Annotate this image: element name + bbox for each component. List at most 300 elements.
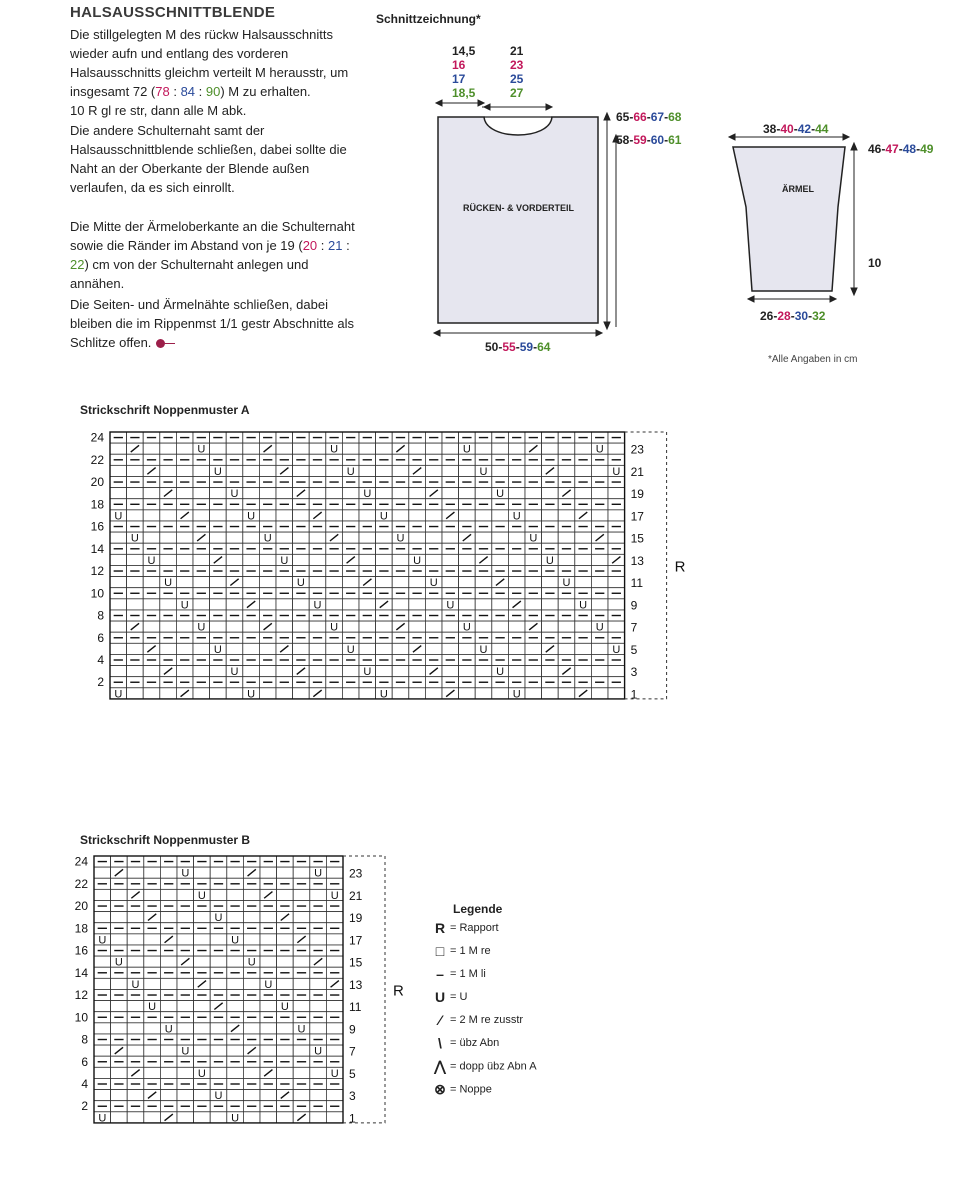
chart-cell: [127, 1045, 144, 1056]
chart-cell: [508, 643, 525, 654]
legend-item-knit: [430, 943, 491, 961]
chart-cell: [194, 1112, 211, 1123]
chart-cell: [193, 688, 210, 699]
chart-cell: [177, 1067, 194, 1078]
row-label-even: 22: [74, 876, 88, 891]
chart-a-grid: [70, 420, 686, 830]
size-value: 23: [510, 58, 524, 72]
double-decrease-icon: ⋀: [434, 1058, 446, 1074]
chart-cell: [293, 599, 310, 610]
chart-cell: [243, 643, 260, 654]
chart-cell: [177, 1001, 194, 1012]
row-label-even: 12: [90, 564, 104, 579]
chart-cell: [110, 465, 127, 476]
chart-cell: [492, 510, 509, 521]
chart-cell: [260, 1001, 277, 1012]
legend-label: = 1 M li: [450, 968, 486, 980]
footnote: *Alle Angaben in cm: [768, 354, 858, 365]
chart-cell: [525, 554, 542, 565]
chart-cell: [309, 577, 326, 588]
chart-cell: [111, 1067, 128, 1078]
yarn-over-mark: U: [197, 621, 206, 634]
chart-cell: [276, 510, 293, 521]
legend-item-ssk: [430, 1035, 499, 1053]
chart-cell: [127, 666, 144, 677]
chart-cell: [542, 599, 559, 610]
chart-cell: [542, 577, 559, 588]
chart-cell: [210, 510, 227, 521]
chart-cell: [309, 643, 326, 654]
chart-cell: [575, 443, 592, 454]
yarn-over-mark: U: [230, 666, 239, 679]
yarn-over-mark: U: [330, 1067, 339, 1080]
yarn-over-mark: U: [164, 1023, 173, 1036]
chart-cell: [194, 934, 211, 945]
chart-cell: [425, 554, 442, 565]
chart-cell: [376, 532, 393, 543]
chart-cell: [176, 488, 193, 499]
chart-cell: [575, 643, 592, 654]
chart-cell: [111, 934, 128, 945]
row-label-even: 12: [74, 988, 88, 1003]
chart-cell: [293, 1001, 310, 1012]
chart-cell: [243, 488, 260, 499]
chart-cell: [608, 666, 625, 677]
chart-cell: [392, 599, 409, 610]
chart-cell: [143, 688, 160, 699]
size-value: 27: [510, 86, 524, 100]
chart-cell: [376, 621, 393, 632]
chart-cell: [409, 510, 426, 521]
chart-cell: [558, 599, 575, 610]
chart-cell: [492, 643, 509, 654]
yarn-over-mark: U: [264, 978, 273, 991]
chart-cell: [310, 1090, 327, 1101]
size-value: 21: [328, 238, 343, 253]
yarn-over-mark: U: [114, 510, 123, 523]
chart-cell: [110, 599, 127, 610]
chart-cell: [276, 488, 293, 499]
yarn-over-mark: U: [314, 867, 323, 880]
chart-cell: [425, 510, 442, 521]
chart-cell: [210, 621, 227, 632]
chart-cell: [94, 978, 111, 989]
chart-cell: [276, 599, 293, 610]
yarn-over-mark: U: [612, 465, 621, 478]
chart-cell: [276, 443, 293, 454]
chart-cell: [392, 510, 409, 521]
chart-cell: [409, 488, 426, 499]
chart-cell: [111, 1112, 128, 1123]
chart-cell: [243, 912, 260, 923]
chart-cell: [243, 978, 260, 989]
chart-cell: [409, 443, 426, 454]
size-value: 17: [452, 72, 466, 86]
chart-cell: [459, 599, 476, 610]
chart-cell: [227, 1001, 244, 1012]
chart-cell: [177, 889, 194, 900]
knit-stitch-icon: □: [435, 943, 445, 959]
chart-cell: [508, 465, 525, 476]
row-label-even: 10: [74, 1010, 88, 1025]
schnitt-title: Schnittzeichnung*: [376, 12, 481, 26]
chart-cell: [277, 978, 294, 989]
chart-cell: [459, 554, 476, 565]
chart-cell: [210, 443, 227, 454]
text: :: [169, 84, 181, 99]
chart-cell: [575, 532, 592, 543]
chart-cell: [575, 488, 592, 499]
chart-cell: [425, 599, 442, 610]
chart-cell: [227, 1067, 244, 1078]
chart-cell: [243, 934, 260, 945]
chart-cell: [144, 1067, 161, 1078]
chart-cell: [442, 577, 459, 588]
yarn-over-mark: U: [247, 956, 256, 969]
row-label-odd: 9: [630, 598, 638, 613]
chart-cell: [591, 666, 608, 677]
chart-cell: [210, 1023, 227, 1034]
chart-cell: [359, 465, 376, 476]
body-piece: [438, 117, 598, 323]
chart-cell: [127, 1001, 144, 1012]
chart-cell: [591, 577, 608, 588]
chart-cell: [310, 1023, 327, 1034]
chart-cell: [226, 443, 243, 454]
chart-cell: [376, 577, 393, 588]
legend-label: = übz Abn: [450, 1037, 500, 1049]
chart-cell: [243, 465, 260, 476]
chart-cell: [459, 643, 476, 654]
row-label-even: 4: [97, 653, 104, 668]
rapport-icon: R: [434, 920, 446, 936]
chart-cell: [492, 532, 509, 543]
chart-cell: [160, 1090, 177, 1101]
chart-cell: [127, 488, 144, 499]
sleeve-bottom-measure: 26-28-30-32: [760, 309, 826, 323]
chart-cell: [326, 934, 343, 945]
chart-cell: [508, 621, 525, 632]
chart-cell: [127, 465, 144, 476]
chart-cell: [193, 510, 210, 521]
chart-cell: [243, 621, 260, 632]
chart-cell: [226, 688, 243, 699]
legend-title: Legende: [453, 902, 503, 916]
row-label-even: 16: [90, 519, 104, 534]
yarn-over-mark: U: [363, 666, 372, 679]
chart-cell: [259, 510, 276, 521]
chart-cell: [475, 688, 492, 699]
size-value: 18,5: [452, 86, 476, 100]
rapport-label: R: [393, 982, 404, 1000]
row-label-odd: 13: [630, 553, 644, 568]
chart-cell: [425, 688, 442, 699]
chart-b-grid: [70, 850, 404, 1195]
row-label-odd: 11: [630, 576, 644, 591]
yarn-over-mark: U: [164, 577, 173, 590]
chart-cell: [143, 443, 160, 454]
chart-cell: [342, 688, 359, 699]
section-title: HALSAUSSCHNITTBLENDE: [70, 4, 276, 21]
chart-cell: [227, 978, 244, 989]
chart-cell: [94, 1045, 111, 1056]
chart-cell: [293, 1090, 310, 1101]
chart-cell: [193, 666, 210, 677]
chart-cell: [210, 1112, 227, 1123]
chart-cell: [591, 599, 608, 610]
chart-cell: [608, 510, 625, 521]
chart-cell: [193, 465, 210, 476]
legend-item-yarnover: [430, 989, 467, 1007]
chart-cell: [160, 621, 177, 632]
chart-cell: [575, 554, 592, 565]
width-measure: 50-55-59-64: [485, 340, 551, 354]
chart-cell: [259, 488, 276, 499]
chart-cell: [160, 688, 177, 699]
chart-cell: [293, 443, 310, 454]
chart-cell: [277, 867, 294, 878]
legend-label: = Rapport: [450, 922, 499, 934]
chart-cell: [492, 465, 509, 476]
chart-cell: [293, 889, 310, 900]
chart-cell: [243, 889, 260, 900]
legend-label: = Noppe: [450, 1083, 492, 1096]
instruction-paragraph-2: 10 R gl re str, dann alle M abk.: [70, 103, 247, 118]
yarn-over-mark: U: [263, 532, 272, 545]
chart-cell: [110, 532, 127, 543]
chart-cell: [94, 956, 111, 967]
text: :: [195, 84, 206, 99]
chart-cell: [210, 577, 227, 588]
instruction-paragraph-3: Die andere Schulternaht samt der Halsausschnittblende schließen, dabei sollte die Naht an der Oberkante der Blende außen verlaufen, da es sich einrollt.: [70, 123, 347, 195]
yarn-over-mark: U: [230, 488, 239, 501]
yarn-over-mark: U: [496, 488, 505, 501]
chart-cell: [359, 532, 376, 543]
chart-cell: [127, 577, 144, 588]
chart-cell: [94, 912, 111, 923]
chart-cell: [193, 577, 210, 588]
chart-cell: [508, 554, 525, 565]
yarn-over-mark: U: [396, 532, 405, 545]
chart-cell: [293, 510, 310, 521]
row-label-odd: 19: [349, 911, 363, 926]
chart-cell: [94, 889, 111, 900]
chart-cell: [226, 532, 243, 543]
chart-cell: [110, 666, 127, 677]
chart-cell: [243, 577, 260, 588]
end-dot-icon: [156, 339, 165, 348]
chart-cell: [193, 643, 210, 654]
chart-cell: [525, 643, 542, 654]
row-label-odd: 5: [630, 642, 638, 657]
chart-cell: [259, 465, 276, 476]
chart-cell: [342, 532, 359, 543]
chart-cell: [111, 912, 128, 923]
chart-cell: [542, 532, 559, 543]
chart-cell: [276, 577, 293, 588]
chart-cell: [193, 488, 210, 499]
yarn-over-mark: U: [462, 621, 471, 634]
row-label-even: 18: [90, 497, 104, 512]
chart-cell: [508, 488, 525, 499]
chart-cell: [558, 621, 575, 632]
chart-cell: [277, 1023, 294, 1034]
chart-cell: [144, 1112, 161, 1123]
chart-cell: [309, 666, 326, 677]
legend-item-rapport: [430, 920, 499, 938]
chart-cell: [110, 554, 127, 565]
chart-cell: [127, 510, 144, 521]
instruction-paragraph-1: [70, 25, 360, 101]
chart-cell: [542, 621, 559, 632]
yarn-over-mark: U: [247, 510, 256, 523]
chart-cell: [143, 577, 160, 588]
yarn-over-mark: U: [297, 1023, 306, 1036]
chart-cell: [508, 577, 525, 588]
chart-cell: [94, 1067, 111, 1078]
chart-cell: [359, 621, 376, 632]
chart-cell: [127, 599, 144, 610]
legend-item-purl: [430, 966, 486, 984]
legend-item-k2tog: [430, 1012, 523, 1030]
yarn-over-mark: U: [413, 554, 422, 567]
yarn-over-mark: U: [512, 510, 521, 523]
chart-cell: [127, 912, 144, 923]
ssk-icon: \: [438, 1035, 442, 1051]
chart-cell: [542, 688, 559, 699]
row-label-odd: 23: [349, 866, 363, 881]
chart-cell: [111, 1001, 128, 1012]
chart-cell: [608, 621, 625, 632]
chart-cell: [144, 867, 161, 878]
chart-cell: [376, 443, 393, 454]
row-label-odd: 9: [349, 1022, 356, 1037]
row-label-odd: 17: [630, 509, 644, 524]
legend-item-bobble: [430, 1081, 492, 1099]
chart-cell: [194, 1045, 211, 1056]
yarn-over-mark: U: [562, 577, 571, 590]
chart-cell: [525, 510, 542, 521]
chart-cell: [310, 889, 327, 900]
chart-cell: [359, 510, 376, 521]
chart-cell: [210, 1045, 227, 1056]
chart-cell: [475, 666, 492, 677]
chart-cell: [326, 912, 343, 923]
chart-cell: [259, 554, 276, 565]
instruction-paragraph-5: [70, 295, 360, 352]
chart-cell: [194, 912, 211, 923]
yarn-over-mark: U: [330, 889, 339, 902]
chart-cell: [127, 934, 144, 945]
row-label-odd: 15: [630, 531, 644, 546]
text: ) cm von der Schulternaht anlegen und annähen.: [70, 257, 309, 291]
chart-cell: [94, 1001, 111, 1012]
row-label-odd: 21: [349, 888, 363, 903]
chart-cell: [293, 978, 310, 989]
chart-cell: [277, 934, 294, 945]
chart-cell: [160, 532, 177, 543]
k2tog-icon: ⁄: [438, 1012, 442, 1028]
chart-cell: [260, 1023, 277, 1034]
chart-cell: [591, 510, 608, 521]
size-value: 90: [205, 84, 221, 99]
chart-cell: [376, 643, 393, 654]
chart-cell: [326, 577, 343, 588]
chart-cell: [392, 465, 409, 476]
chart-cell: [425, 643, 442, 654]
chart-cell: [176, 666, 193, 677]
chart-cell: [176, 577, 193, 588]
chart-cell: [143, 488, 160, 499]
chart-cell: [608, 532, 625, 543]
chart-cell: [210, 889, 227, 900]
row-label-even: 20: [90, 475, 104, 490]
text: :: [317, 238, 328, 253]
row-label-even: 24: [74, 854, 88, 869]
row-label-even: 22: [90, 452, 104, 467]
row-label-odd: 3: [630, 665, 638, 680]
chart-cell: [326, 643, 343, 654]
row-label-even: 18: [74, 921, 88, 936]
chart-cell: [459, 465, 476, 476]
chart-cell: [210, 532, 227, 543]
legend-label: = 1 M re: [450, 945, 491, 957]
chart-cell: [194, 956, 211, 967]
chart-cell: [94, 867, 111, 878]
row-label-even: 8: [81, 1032, 88, 1047]
yarn-over-mark: U: [512, 688, 521, 701]
yarn-over-mark: U: [579, 599, 588, 612]
chart-cell: [309, 488, 326, 499]
chart-cell: [176, 443, 193, 454]
size-value: 16: [452, 58, 466, 72]
chart-cell: [326, 1045, 343, 1056]
chart-cell: [194, 867, 211, 878]
chart-cell: [210, 1067, 227, 1078]
chart-cell: [591, 554, 608, 565]
end-line-icon: [165, 343, 175, 344]
yarn-over-mark: U: [231, 934, 240, 947]
neck-left-measure: [452, 44, 475, 100]
yarn-over-mark: U: [213, 465, 222, 478]
chart-cell: [591, 465, 608, 476]
chart-cell: [326, 1112, 343, 1123]
chart-cell: [111, 978, 128, 989]
chart-cell: [326, 1023, 343, 1034]
chart-cell: [293, 912, 310, 923]
text: :: [342, 238, 350, 253]
chart-cell: [475, 488, 492, 499]
chart-cell: [243, 443, 260, 454]
body-label: RÜCKEN- & VORDERTEIL: [463, 203, 575, 213]
chart-cell: [259, 599, 276, 610]
chart-cell: [127, 688, 144, 699]
chart-cell: [194, 1001, 211, 1012]
yarn-over-mark: U: [247, 688, 256, 701]
chart-cell: [260, 912, 277, 923]
chart-cell: [177, 1090, 194, 1101]
chart-cell: [442, 532, 459, 543]
chart-cell: [342, 666, 359, 677]
chart-cell: [177, 912, 194, 923]
row-label-even: 16: [74, 943, 88, 958]
row-label-odd: 1: [630, 687, 638, 702]
chart-cell: [277, 1112, 294, 1123]
chart-cell: [425, 443, 442, 454]
chart-cell: [425, 532, 442, 543]
chart-cell: [243, 532, 260, 543]
yarn-over-mark: U: [280, 1001, 289, 1014]
